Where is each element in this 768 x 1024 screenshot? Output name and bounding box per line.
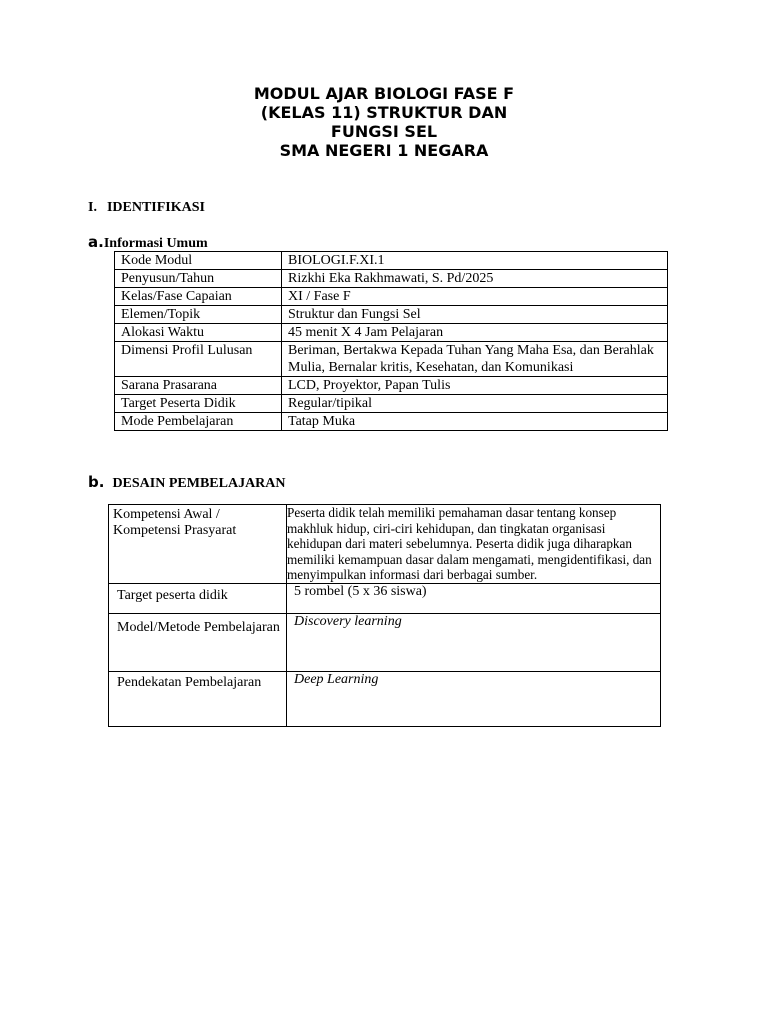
table-row bbox=[109, 505, 661, 584]
subsection-letter: b. bbox=[88, 473, 105, 491]
row-label: Elemen/Topik bbox=[115, 306, 282, 324]
row-value: 5 rombel (5 x 36 siswa) bbox=[287, 583, 661, 613]
table-row bbox=[115, 288, 668, 306]
row-value: Tatap Muka bbox=[282, 413, 668, 431]
title-line: SMA NEGERI 1 NEGARA bbox=[279, 141, 489, 160]
title-line: FUNGSI SEL bbox=[330, 122, 438, 141]
table-row bbox=[109, 613, 661, 671]
table-row bbox=[115, 252, 668, 270]
subsection-letter: a. bbox=[88, 233, 104, 251]
row-label: Mode Pembelajaran bbox=[115, 413, 282, 431]
title-line: (KELAS 11) STRUKTUR DAN bbox=[260, 103, 508, 122]
table-row bbox=[109, 583, 661, 613]
row-value: Regular/tipikal bbox=[282, 395, 668, 413]
row-label: Target Peserta Didik bbox=[115, 395, 282, 413]
table-row bbox=[115, 377, 668, 395]
row-label: Kompetensi Awal / Kompetensi Prasyarat bbox=[109, 505, 287, 584]
row-value: 45 menit X 4 Jam Pelajaran bbox=[282, 324, 668, 342]
row-label: Dimensi Profil Lulusan bbox=[115, 342, 282, 377]
row-label: Penyusun/Tahun bbox=[115, 270, 282, 288]
row-label: Kelas/Fase Capaian bbox=[115, 288, 282, 306]
document-title bbox=[0, 84, 768, 160]
row-label: Sarana Prasarana bbox=[115, 377, 282, 395]
row-value: Beriman, Bertakwa Kepada Tuhan Yang Maha Esa, dan Berahlak Mulia, Bernalar kritis, Kesehatan, dan Komunikasi bbox=[282, 342, 668, 377]
table-row bbox=[115, 413, 668, 431]
table-row bbox=[109, 671, 661, 726]
subsection-desain-pembelajaran-heading bbox=[88, 473, 286, 492]
row-value: LCD, Proyektor, Papan Tulis bbox=[282, 377, 668, 395]
row-label: Alokasi Waktu bbox=[115, 324, 282, 342]
desain-pembelajaran-table bbox=[108, 504, 661, 727]
row-value: Struktur dan Fungsi Sel bbox=[282, 306, 668, 324]
row-label: Target peserta didik bbox=[109, 583, 287, 613]
row-label: Pendekatan Pembelajaran bbox=[109, 671, 287, 726]
row-value: Rizkhi Eka Rakhmawati, S. Pd/2025 bbox=[282, 270, 668, 288]
table-row bbox=[115, 342, 668, 377]
subsection-informasi-umum-heading bbox=[88, 233, 208, 252]
section-title: IDENTIFIKASI bbox=[106, 200, 205, 215]
subsection-title: Informasi Umum bbox=[103, 236, 208, 251]
section-number: I. bbox=[88, 200, 97, 215]
subsection-title: DESAIN PEMBELAJARAN bbox=[112, 476, 286, 491]
table-row bbox=[115, 306, 668, 324]
row-value: XI / Fase F bbox=[282, 288, 668, 306]
title-line: MODUL AJAR BIOLOGI FASE F bbox=[253, 84, 515, 103]
table-row bbox=[115, 270, 668, 288]
section-identifikasi-heading bbox=[88, 200, 205, 216]
row-value: BIOLOGI.F.XI.1 bbox=[282, 252, 668, 270]
informasi-umum-table bbox=[114, 251, 668, 431]
row-value: Peserta didik telah memiliki pemahaman dasar tentang konsep makhluk hidup, ciri-ciri kehidupan, dan tingkatan organisasi kehidupan dari materi sebelumnya. Peserta didik juga diharapkan memiliki kemampuan dasar dalam mengamati, mengidentifikasi, dan menyimpulkan informasi dari berbagai sumber. bbox=[287, 505, 661, 584]
table-row bbox=[115, 395, 668, 413]
row-value: Discovery learning bbox=[287, 613, 661, 671]
row-label: Model/Metode Pembelajaran bbox=[109, 613, 287, 671]
row-value: Deep Learning bbox=[287, 671, 661, 726]
table-row bbox=[115, 324, 668, 342]
row-label: Kode Modul bbox=[115, 252, 282, 270]
